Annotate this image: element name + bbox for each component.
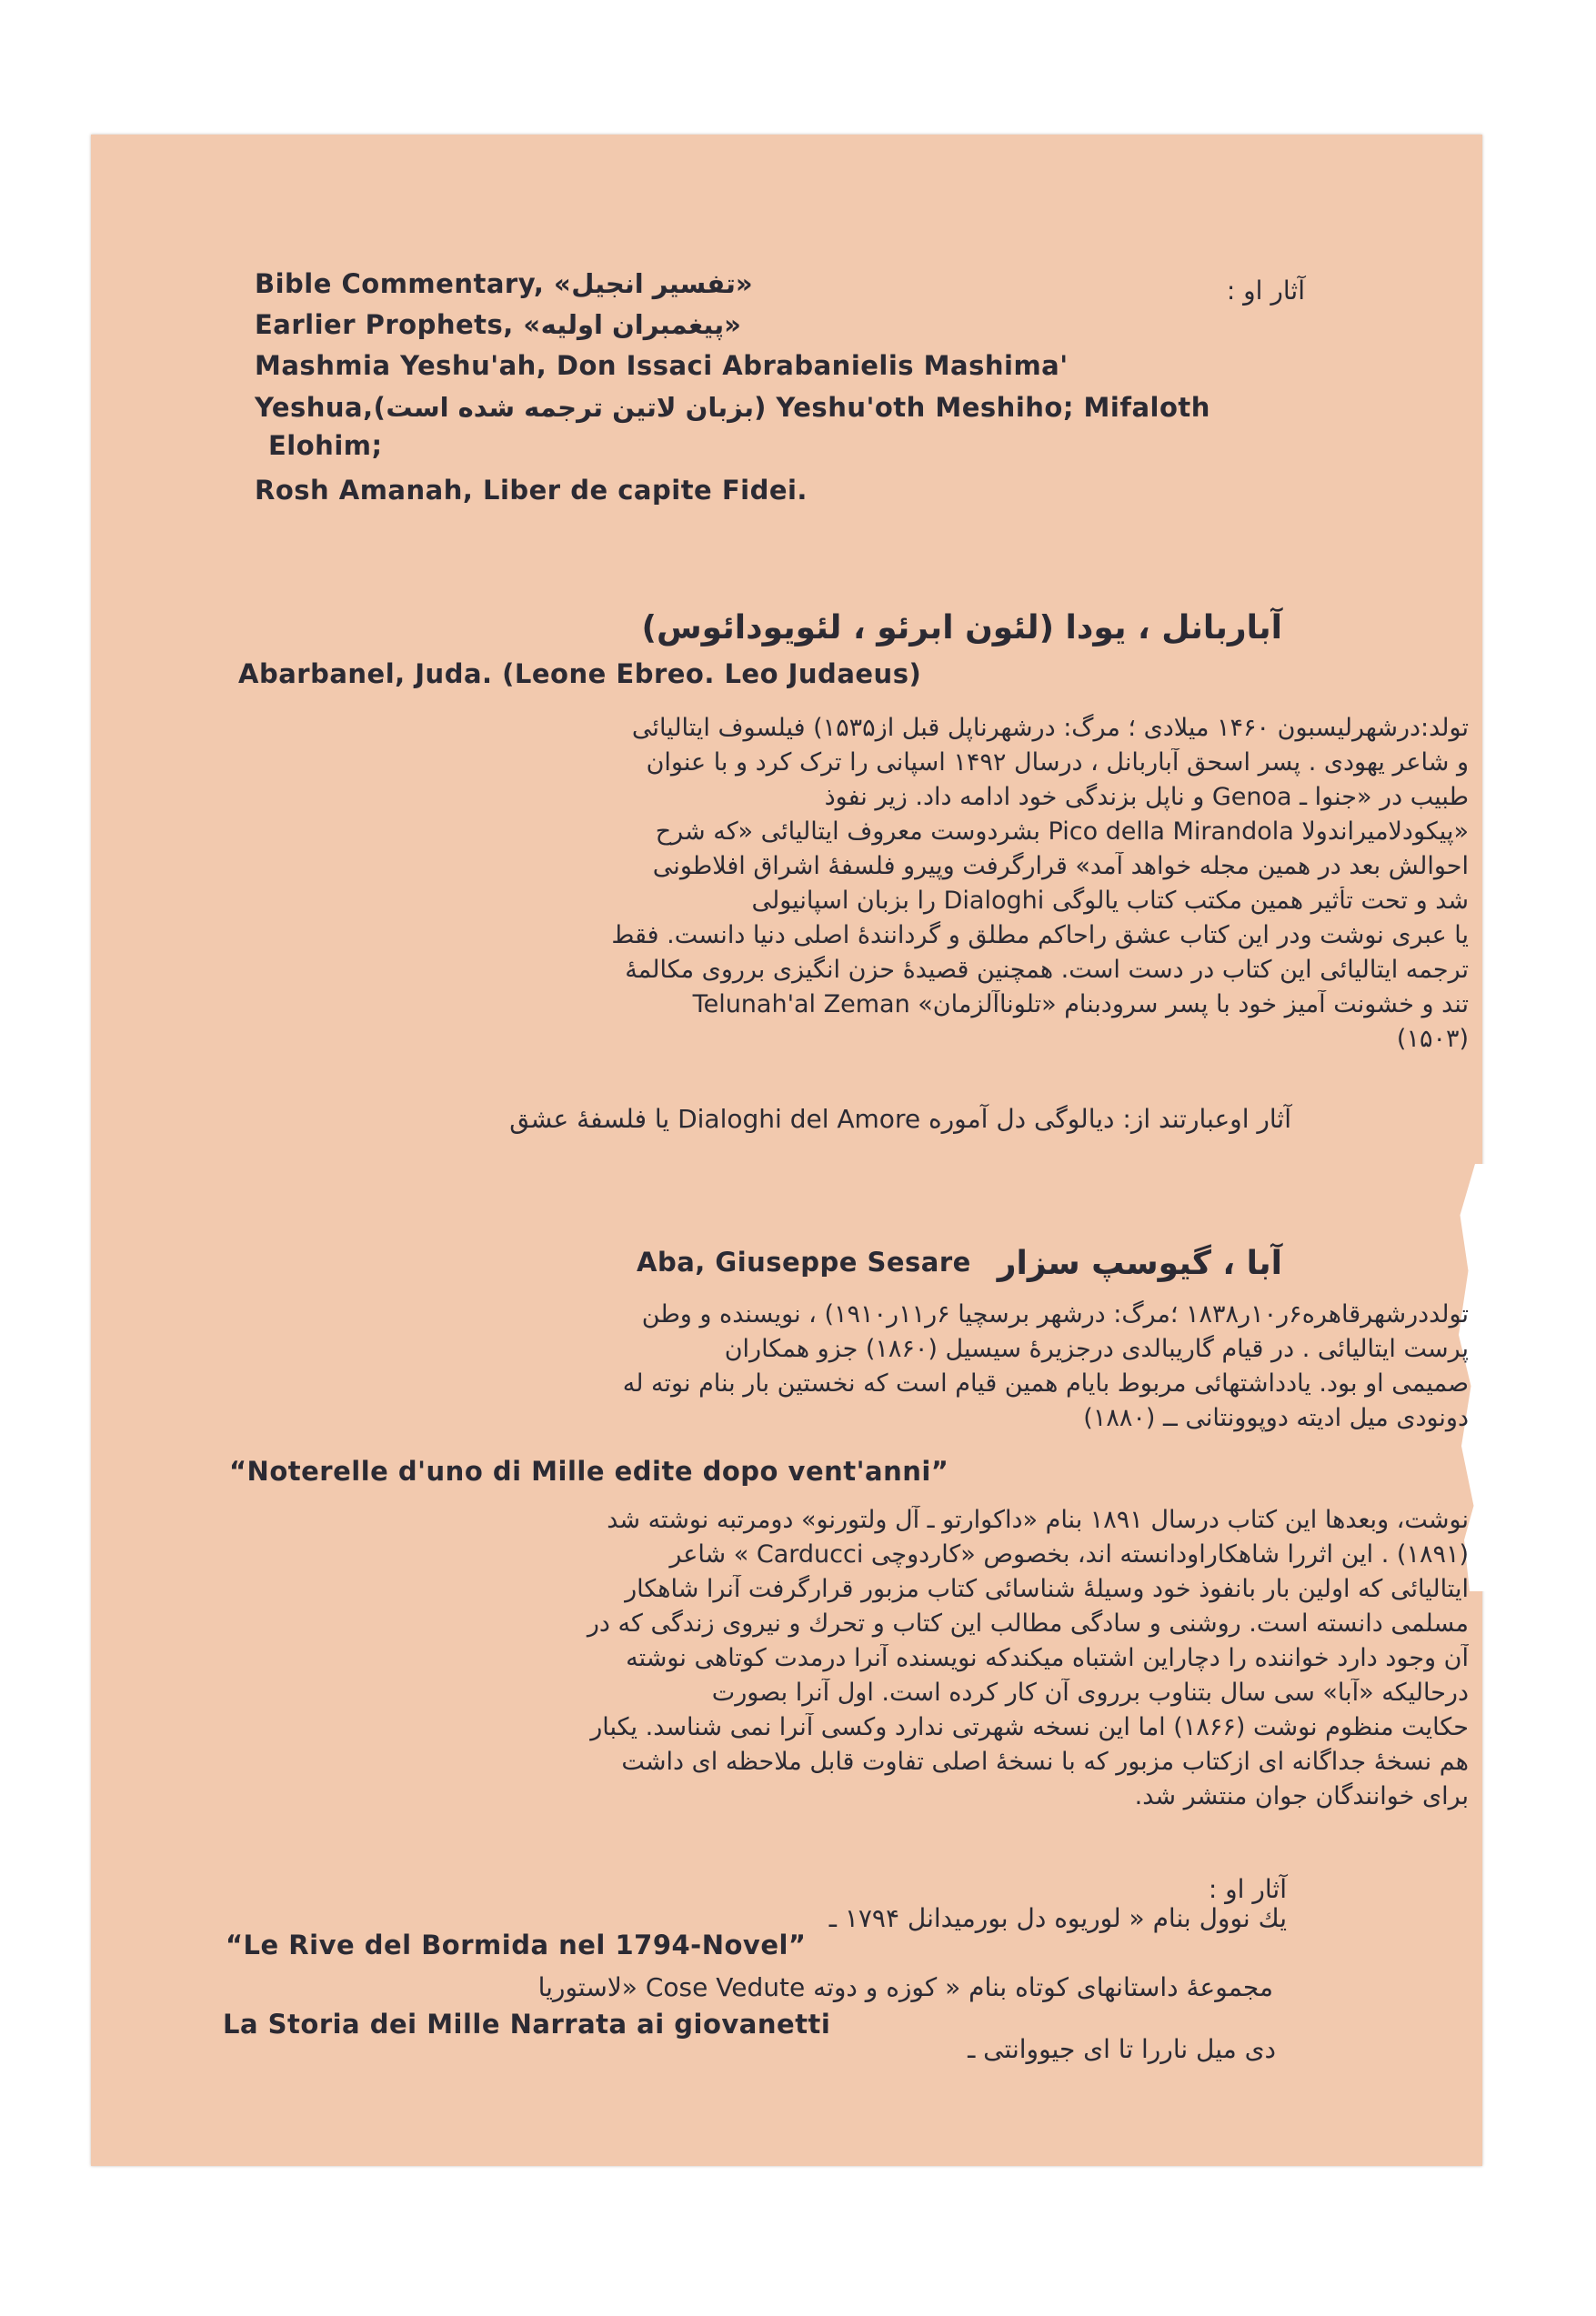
entry2-line: برای خوانندگان جوان منتشر شد. bbox=[1134, 1782, 1469, 1810]
intro-work-4: Yeshua,(بزبان لاتین ترجمه شده است) Yeshu'oth Meshiho; Mifaloth bbox=[255, 392, 1210, 423]
entry1-line: یا عبری نوشت ودر این کتاب عشق راحاکم مطلق و گردانندهٔ اصلی دنیا دانست. فقط bbox=[611, 921, 1469, 949]
entry2-heading-latin: Aba, Giuseppe Sesare bbox=[637, 1247, 971, 1278]
entry2-quote: “Noterelle d'uno di Mille edite dopo vent'anni” bbox=[229, 1456, 949, 1487]
entry2-line: هم نسخهٔ جداگانه ای ازکتاب مزبور که با نسخهٔ اصلی تفاوت قابل ملاحظه ای داشت bbox=[621, 1748, 1469, 1776]
entry1-works: آثار اوعبارتند از: دیالوگی دل آموره Dialoghi del Amore یا فلسفهٔ عشق bbox=[509, 1104, 1291, 1134]
intro-work-1: Bible Commentary, «تفسیر انجیل» bbox=[255, 268, 753, 299]
entry1-line: شد و تحت تأثیر همین مکتب کتاب یالوگی Dialoghi را بزبان اسپانیولی bbox=[751, 887, 1469, 915]
entry2-body bbox=[259, 1300, 1469, 1439]
entry2-line: ایتالیائی که اولین بار بانفوذ خود وسیلهٔ شناسائی کتاب مزبور قرارگرفت آنرا شاهکار bbox=[625, 1575, 1469, 1603]
entry2-heading-fa: آبا ، گیوسپ سزار bbox=[997, 1245, 1282, 1282]
entry2-line: مسلمی دانسته است. روشنی و سادگی مطالب این کتاب و تحرك و نیروی زندگی که در bbox=[587, 1609, 1469, 1638]
entry2-works-header: آثار او : bbox=[1208, 1874, 1287, 1904]
entry2-work1-fa: یك نوول بنام « لوریوه دل بورمیدانل ۱۷۹۴ ـ bbox=[828, 1903, 1287, 1933]
entry1-line: (۱۵۰۳) bbox=[1396, 1025, 1469, 1053]
entry2-work3-fa: دی میل ناررا تا ای جیووانتی ـ bbox=[968, 2034, 1276, 2064]
intro-work-6: Rosh Amanah, Liber de capite Fidei. bbox=[255, 475, 808, 506]
entry1-heading-latin: Abarbanel, Juda. (Leone Ebreo. Leo Judaeus) bbox=[238, 658, 922, 689]
entry2-line: صمیمی او بود. یادداشتهائی مربوط بایام همین قیام است که نخستین بار بنام نوته له bbox=[622, 1369, 1469, 1398]
entry2-work3-latin: La Storia dei Mille Narrata ai giovanetti bbox=[223, 2009, 831, 2040]
entry1-line: تولد:درشهرلیسبون ۱۴۶۰ میلادی ؛ مرگ: درشهرناپل قبل از۱۵۳۵) فیلسوف ایتالیائی bbox=[631, 714, 1469, 742]
entry1-line: «پیکودلامیراندولا Pico della Mirandola بشردوست معروف ایتالیائی «که شرح bbox=[655, 817, 1469, 846]
entry2-line: آن وجود دارد خواننده را دچاراین اشتباه میکندکه نویسنده آنرا درمدت کوتاهی نوشته bbox=[626, 1644, 1469, 1672]
entry2-line: درحالیکه «آبا» سی سال بتناوب برروی آن کار کرده است. اول آنرا بصورت bbox=[711, 1679, 1469, 1707]
entry1-heading-fa: آباربانل ، یودا (لئون ابرئو ، لئویودائوس) bbox=[641, 609, 1282, 647]
entry2-line: (۱۸۹۱) . این اثررا شاهکاراودانسته اند، بخصوص «کاردوچی Carducci » شاعر bbox=[669, 1540, 1469, 1569]
intro-work-5: Elohim; bbox=[268, 430, 383, 461]
entry1-line: ترجمه ایتالیائی این کتاب در دست است. همچنین قصیدهٔ حزن انگیزی برروی مکالمهٔ bbox=[625, 956, 1469, 984]
entry2-line: نوشت، وبعدها این کتاب درسال ۱۸۹۱ بنام «داکوارتو ـ آل ولتورنو» دومرتبه نوشته شد bbox=[607, 1506, 1469, 1534]
entry2-line: حکایت منظوم نوشت (۱۸۶۶) اما این نسخه شهرتی ندارد وکسی آنرا نمی شناسد. یکبار bbox=[590, 1713, 1469, 1741]
works-header: آثار او : bbox=[1226, 276, 1305, 306]
entry1-line: طبیب در «جنوا ـ Genoa و ناپل بزندگی خود ادامه داد. زیر نفوذ bbox=[824, 783, 1469, 811]
intro-work-2: Earlier Prophets, «پیغمبران اولیه» bbox=[255, 309, 741, 340]
entry2-work2-fa: مجموعهٔ داستانهای کوتاه بنام « کوزه و دوته Cose Vedute «لاستوریا bbox=[537, 1972, 1273, 2002]
entry2-body2 bbox=[259, 1506, 1469, 1817]
intro-work-3: Mashmia Yeshu'ah, Don Issaci Abrabanielis Mashima' bbox=[255, 350, 1069, 381]
entry2-line: دونودی میل ادیته دوپوونتانی ــ (۱۸۸۰) bbox=[1083, 1404, 1469, 1432]
entry1-line: احوالش بعد در همین مجله خواهد آمد» قرارگرفت وپیرو فلسفهٔ اشراق افلاطونی bbox=[652, 852, 1469, 880]
entry2-work1-latin: “Le Rive del Bormida nel 1794-Novel” bbox=[226, 1930, 807, 1960]
entry1-line: و شاعر یهودی . پسر اسحق آباربانل ، درسال ۱۴۹۲ اسپانی را ترک کرد و با عنوان bbox=[646, 748, 1469, 777]
entry2-line: تولددرشهرقاهره۶ر۱۰ر۱۸۳۸ ؛مرگ: درشهر برسچیا ۶ر۱۱ر۱۹۱۰) ، نویسنده و وطن bbox=[641, 1300, 1469, 1328]
entry1-line: تند و خشونت آمیز خود با پسر سرودبنام «تلوناآلزمان» Telunah'al Zeman bbox=[692, 990, 1469, 1018]
entry1-body bbox=[259, 714, 1469, 1059]
entry2-line: پرست ایتالیائی . در قیام گاریبالدی درجزیرهٔ سیسیل (۱۸۶۰) جزو همکاران bbox=[724, 1335, 1469, 1363]
